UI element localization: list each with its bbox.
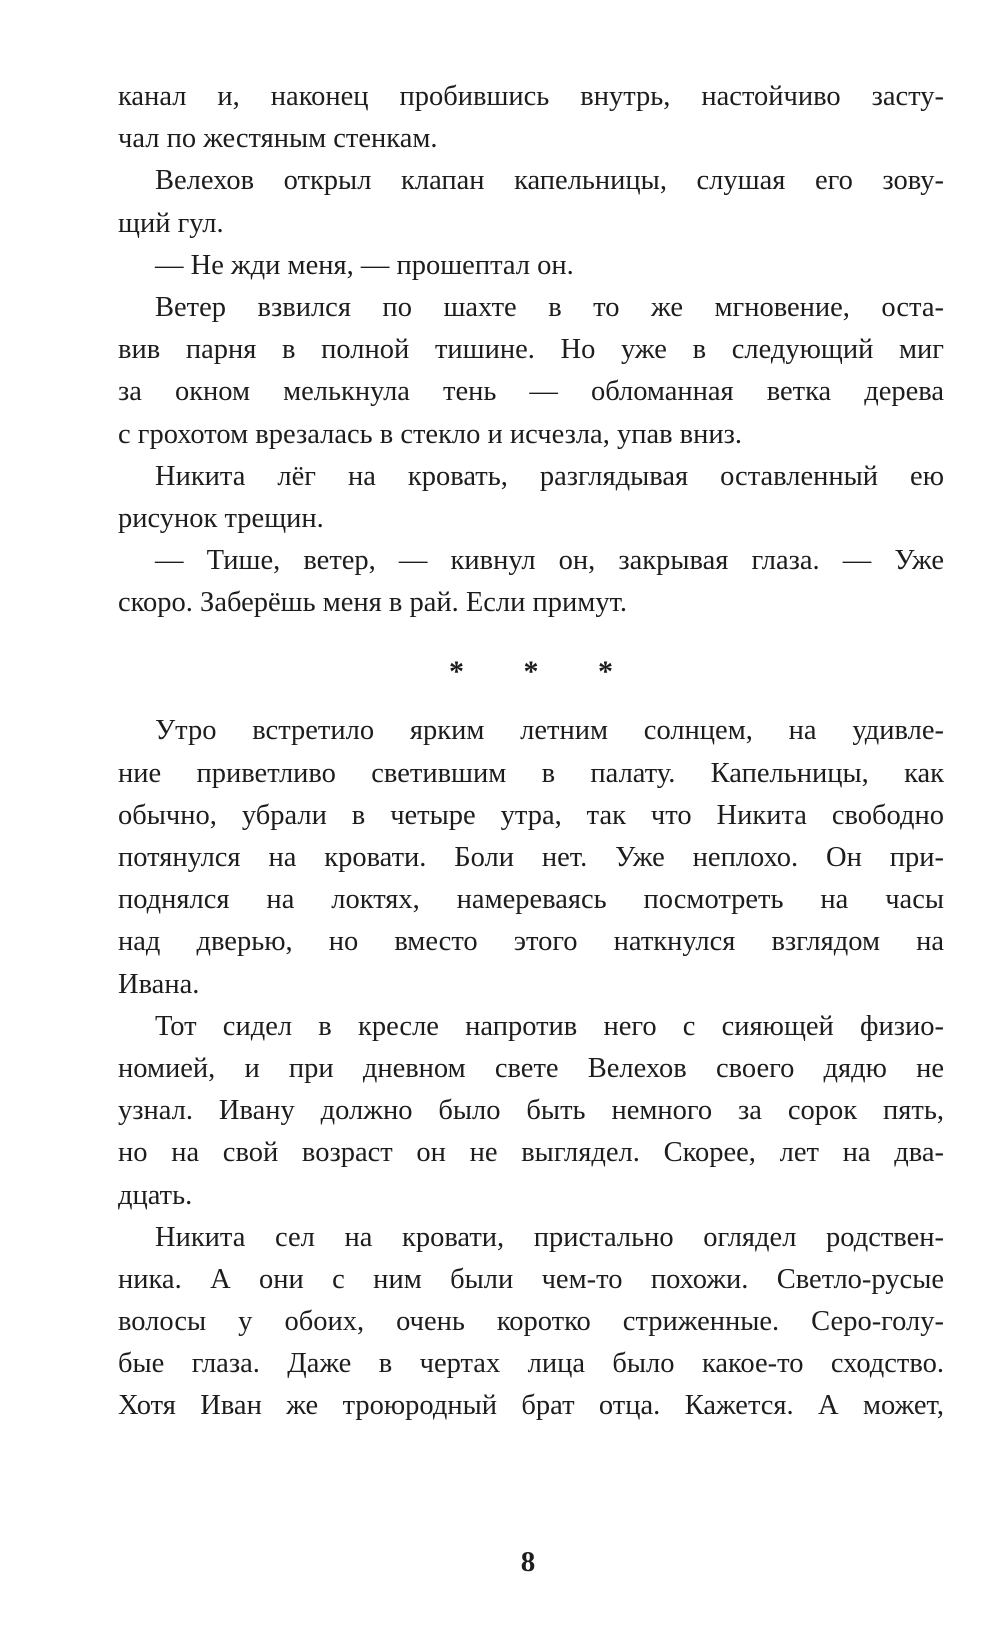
text-line: ние приветливо светившим в палату. Капельницы, как xyxy=(118,757,944,789)
text-line: Хотя Иван же троюродный брат отца. Кажется. А может, xyxy=(118,1390,944,1422)
section-break: * * * xyxy=(449,655,639,689)
text-line: потянулся на кровати. Боли нет. Уже неплохо. Он при- xyxy=(118,842,944,873)
text-line: за окном мелькнула тень — обломанная ветка дерева xyxy=(118,376,944,408)
paragraph xyxy=(118,456,944,540)
text-line: над дверью, но вместо этого наткнулся взглядом на xyxy=(118,926,944,958)
text-line: Велехов открыл клапан капельницы, слушая его зову- xyxy=(155,165,944,197)
text-line: ника. А они с ним были чем-то похожи. Светло-русые xyxy=(118,1263,944,1295)
text-line: Тот сидел в кресле напротив него с сияющей физио- xyxy=(155,1010,944,1042)
text-line: дцать. xyxy=(118,1179,193,1211)
text-line: — Не жди меня, — прошептал он. xyxy=(155,249,574,281)
text-section-after-break xyxy=(118,710,944,1427)
text-line: Никита лёг на кровать, разглядывая оставленный ею xyxy=(155,460,944,492)
text-line: канал и, наконец пробившись внутрь, настойчиво засту- xyxy=(118,81,944,112)
paragraph xyxy=(118,1006,944,1217)
paragraph xyxy=(118,710,944,1005)
text-line: Никита сел на кровати, пристально оглядел родствен- xyxy=(155,1221,944,1253)
paragraph xyxy=(118,245,944,287)
text-line: Ивана. xyxy=(118,968,200,1000)
text-line: Ветер взвился по шахте в то же мгновение, оста- xyxy=(155,291,944,323)
paragraph xyxy=(118,540,944,624)
text-line: но на свой возраст он не выглядел. Скорее, лет на два- xyxy=(118,1137,944,1169)
text-line: рисунок трещин. xyxy=(118,502,324,534)
text-line: обычно, убрали в четыре утра, так что Никита свободно xyxy=(118,799,944,831)
text-line: вив парня в полной тишине. Но уже в следующий миг xyxy=(118,334,944,366)
text-line: поднялся на локтях, намереваясь посмотреть на часы xyxy=(118,884,944,916)
text-line: скоро. Заберёшь меня в рай. Если примут. xyxy=(118,587,628,619)
text-line: Утро встретило ярким летним солнцем, на удивле- xyxy=(155,715,944,747)
paragraph xyxy=(118,160,944,244)
book-page-text xyxy=(118,76,944,1428)
paragraph xyxy=(118,287,944,456)
text-line: номией, и при дневном свете Велехов своего дядю не xyxy=(118,1052,944,1084)
text-line: узнал. Ивану должно было быть немного за сорок пять, xyxy=(118,1095,944,1127)
text-line: с грохотом врезалась в стекло и исчезла, упав вниз. xyxy=(118,418,743,450)
paragraph xyxy=(118,76,944,160)
paragraph xyxy=(118,1217,944,1428)
text-line: — Тише, ветер, — кивнул он, закрывая глаза. — Уже xyxy=(155,545,944,577)
text-line: бые глаза. Даже в чертах лица было какое-то сходство. xyxy=(118,1348,944,1380)
text-section-before-break xyxy=(118,76,944,624)
text-line: щий гул. xyxy=(118,207,224,239)
text-line: чал по жестяным стенкам. xyxy=(118,123,438,155)
text-line: волосы у обоих, очень коротко стриженные. Серо-голу- xyxy=(118,1306,944,1338)
page-number: 8 xyxy=(520,1546,536,1578)
